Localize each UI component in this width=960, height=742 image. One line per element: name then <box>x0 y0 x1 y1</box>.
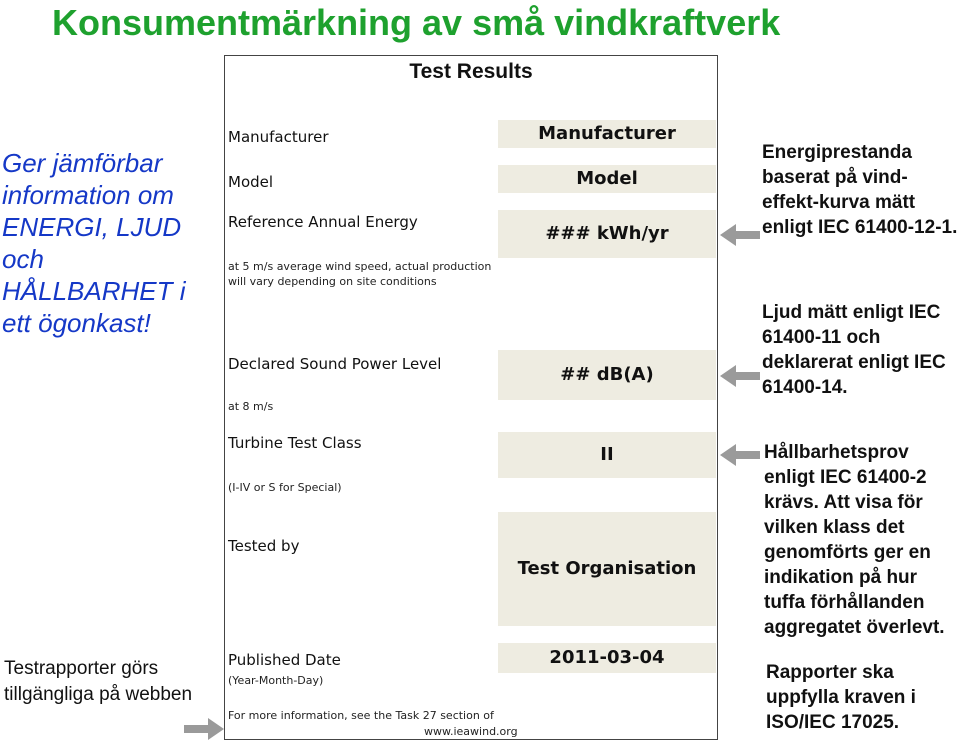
energy-explanation: Energiprestanda baserat på vind-effekt-kurva mätt enligt IEC 61400-12-1. <box>762 142 958 238</box>
date-label: Published Date <box>228 651 341 669</box>
date-value: 2011-03-04 <box>498 643 716 673</box>
tested-by-label: Tested by <box>228 537 300 555</box>
sound-arrow-icon <box>718 361 762 391</box>
intro-text: Ger jämförbar information om ENERGI, LJUD och HÅLLBARHET i ett ögonkast! <box>2 148 186 338</box>
energy-arrow-icon <box>718 220 762 250</box>
energy-value: ### kWh/yr <box>498 210 716 258</box>
sound-note: at 8 m/s <box>228 400 274 413</box>
reports-online-text: Testrapporter görs tillgängliga på webben <box>4 658 193 705</box>
footer-link: www.ieawind.org <box>424 725 518 738</box>
model-value: Model <box>498 165 716 193</box>
label-title: Test Results <box>409 60 533 83</box>
class-arrow-icon <box>718 440 762 470</box>
report-requirement: Rapporter ska uppfylla kraven i ISO/IEC 17025. <box>766 662 916 733</box>
energy-label: Reference Annual Energy <box>228 213 418 231</box>
class-value: II <box>498 432 716 478</box>
date-note: (Year-Month-Day) <box>228 674 324 687</box>
sound-label: Declared Sound Power Level <box>228 355 442 373</box>
sound-explanation: Ljud mätt enligt IEC 61400-11 och deklarerat enligt IEC 61400-14. <box>762 302 946 398</box>
sound-value: ## dB(A) <box>498 350 716 400</box>
page-title: Konsumentmärkning av små vindkraftverk <box>52 2 781 43</box>
energy-note: at 5 m/s average wind speed, actual production will vary depending on site conditions <box>228 260 492 288</box>
class-label: Turbine Test Class <box>228 434 362 452</box>
tested-by-value: Test Organisation <box>498 512 716 626</box>
durability-explanation: Hållbarhetsprov enligt IEC 61400-2 krävs. Att visa för vilken klass det genomförts ger en indikation på hur tuffa förhållanden aggregatet överlevt. <box>764 442 945 638</box>
model-label: Model <box>228 173 274 191</box>
webben-arrow-icon <box>182 716 226 742</box>
manufacturer-value: Manufacturer <box>498 120 716 148</box>
footer-line1: For more information, see the Task 27 section of <box>228 709 494 722</box>
manufacturer-label: Manufacturer <box>228 128 329 146</box>
class-note: (I-IV or S for Special) <box>228 481 342 494</box>
